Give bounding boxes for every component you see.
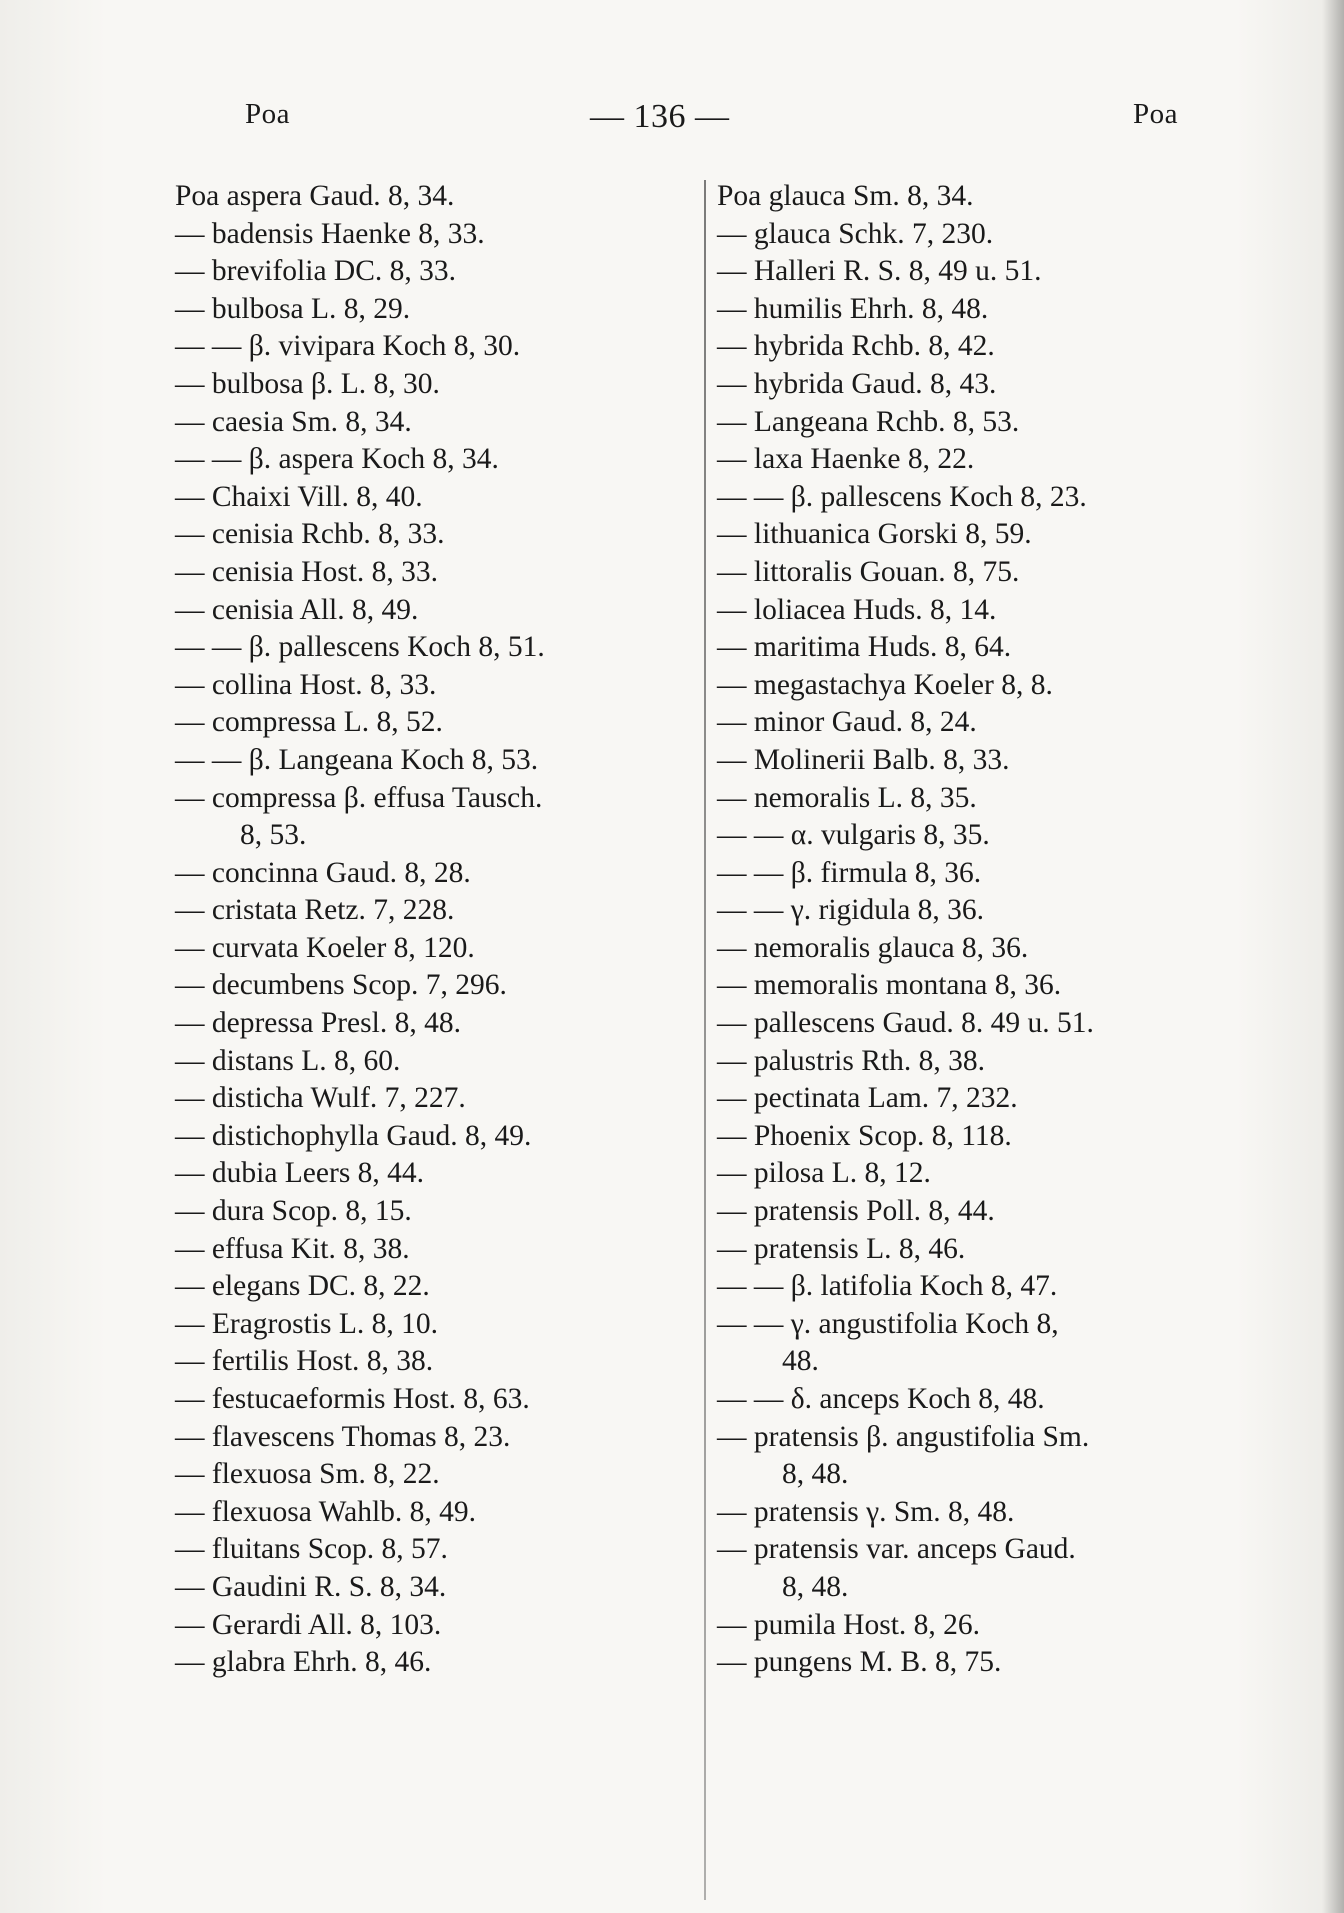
index-entry: — cenisia Rchb. 8, 33. [175,518,445,551]
index-entry: — cenisia All. 8, 49. [175,593,419,626]
index-entry: — Langeana Rchb. 8, 53. [717,405,1020,438]
index-entry: — compressa L. 8, 52. [175,706,443,739]
index-entry: — effusa Kit. 8, 38. [175,1232,410,1265]
index-entry: — littoralis Gouan. 8, 75. [717,555,1020,588]
index-entry: — pratensis Poll. 8, 44. [717,1195,995,1228]
index-entry: — Chaixi Vill. 8, 40. [175,480,423,513]
index-entry: — pilosa L. 8, 12. [717,1157,931,1190]
index-entry-continuation: 8, 53. [240,819,307,852]
index-entry: — pratensis γ. Sm. 8, 48. [717,1495,1015,1528]
index-entry: — — β. aspera Koch 8, 34. [175,443,499,476]
index-entry: — hybrida Rchb. 8, 42. [717,330,995,363]
index-entry: — distans L. 8, 60. [175,1044,401,1077]
index-entry: — festucaeformis Host. 8, 63. [175,1383,530,1415]
index-entry: Poa aspera Gaud. 8, 34. [175,180,455,212]
index-entry: — pratensis L. 8, 46. [717,1232,966,1265]
header-right-title: Poa [1133,98,1178,130]
page-number: — 136 — [590,98,730,135]
index-entry: — memoralis montana 8, 36. [717,969,1062,1002]
index-entry: — — γ. angustifolia Koch 8, [717,1307,1059,1340]
index-entry: — pectinata Lam. 7, 232. [717,1082,1018,1115]
index-entry: — nemoralis glauca 8, 36. [717,931,1029,964]
index-entry: — pratensis β. angustifolia Sm. [717,1420,1090,1453]
index-entry: — cristata Retz. 7, 228. [175,894,455,927]
index-entry: — maritima Huds. 8, 64. [717,631,1012,664]
index-entry: — decumbens Scop. 7, 296. [175,969,507,1002]
index-entry: — collina Host. 8, 33. [175,668,437,701]
index-entry: — Molinerii Balb. 8, 33. [717,743,1010,776]
index-entry: — glabra Ehrh. 8, 46. [175,1646,432,1679]
index-entry: — humilis Ehrh. 8, 48. [717,292,989,325]
index-entry: — dubia Leers 8, 44. [175,1157,425,1190]
index-entry: — fertilis Host. 8, 38. [175,1345,434,1378]
index-entry: — — β. pallescens Koch 8, 23. [717,480,1087,513]
index-entry: — — β. firmula 8, 36. [717,856,982,889]
index-entry: — flexuosa Sm. 8, 22. [175,1458,440,1491]
index-entry: — — γ. rigidula 8, 36. [717,894,985,927]
index-entry: — palustris Rth. 8, 38. [717,1044,985,1077]
index-entry: — flavescens Thomas 8, 23. [175,1420,511,1453]
index-entry: — minor Gaud. 8, 24. [717,706,977,739]
index-entry: — depressa Presl. 8, 48. [175,1007,461,1040]
page-edge-shadow [1322,0,1344,1913]
index-entry: — flexuosa Wahlb. 8, 49. [175,1495,477,1528]
index-entry: — bulbosa β. L. 8, 30. [175,367,440,400]
index-entry: — megastachya Koeler 8, 8. [717,668,1053,701]
index-entry-continuation: 8, 48. [782,1458,849,1491]
column-divider [704,180,706,1900]
index-entry: — nemoralis L. 8, 35. [717,781,977,814]
index-entry: — dura Scop. 8, 15. [175,1195,412,1228]
index-entry: — — β. pallescens Koch 8, 51. [175,631,545,664]
index-entry: — loliacea Huds. 8, 14. [717,593,997,626]
index-entry: — pallescens Gaud. 8. 49 u. 51. [717,1007,1094,1040]
index-entry: — — β. Langeana Koch 8, 53. [175,743,539,776]
index-entry: — glauca Schk. 7, 230. [717,217,994,250]
index-entry: — Eragrostis L. 8, 10. [175,1307,439,1340]
index-entry: — bulbosa L. 8, 29. [175,292,411,325]
running-header [0,98,1344,148]
index-entry: — badensis Haenke 8, 33. [175,217,485,250]
index-entry: Poa glauca Sm. 8, 34. [717,180,974,212]
index-entry: — — δ. anceps Koch 8, 48. [717,1383,1045,1415]
index-entry: — caesia Sm. 8, 34. [175,405,412,438]
index-entry: — fluitans Scop. 8, 57. [175,1533,448,1566]
index-entry: — distichophylla Gaud. 8, 49. [175,1119,532,1152]
index-entry: — compressa β. effusa Tausch. [175,781,543,814]
index-entry: — Phoenix Scop. 8, 118. [717,1119,1012,1152]
index-entry: — hybrida Gaud. 8, 43. [717,367,997,400]
index-entry: — cenisia Host. 8, 33. [175,555,439,588]
right-column [717,178,1247,1682]
index-entry: — — α. vulgaris 8, 35. [717,819,990,852]
index-entry: — curvata Koeler 8, 120. [175,931,475,964]
header-left-title: Poa [245,98,290,130]
index-entry-continuation: 8, 48. [782,1570,849,1603]
index-entry: — Gaudini R. S. 8, 34. [175,1570,447,1603]
index-entry: — — β. vivipara Koch 8, 30. [175,330,521,363]
index-entry: — Halleri R. S. 8, 49 u. 51. [717,255,1042,288]
index-entry: — brevifolia DC. 8, 33. [175,255,457,288]
index-entry: — concinna Gaud. 8, 28. [175,856,471,889]
index-entry: — — β. latifolia Koch 8, 47. [717,1270,1058,1303]
index-entry: — pumila Host. 8, 26. [717,1608,981,1641]
index-entry: — pungens M. B. 8, 75. [717,1646,1002,1679]
index-entry: — pratensis var. anceps Gaud. [717,1533,1076,1566]
index-entry: — lithuanica Gorski 8, 59. [717,518,1032,551]
index-entry: — elegans DC. 8, 22. [175,1270,430,1303]
index-entry: — laxa Haenke 8, 22. [717,443,975,476]
left-column [175,178,685,1682]
index-entry: — Gerardi All. 8, 103. [175,1608,442,1641]
index-entry: — disticha Wulf. 7, 227. [175,1082,466,1115]
index-entry-continuation: 48. [782,1345,819,1378]
